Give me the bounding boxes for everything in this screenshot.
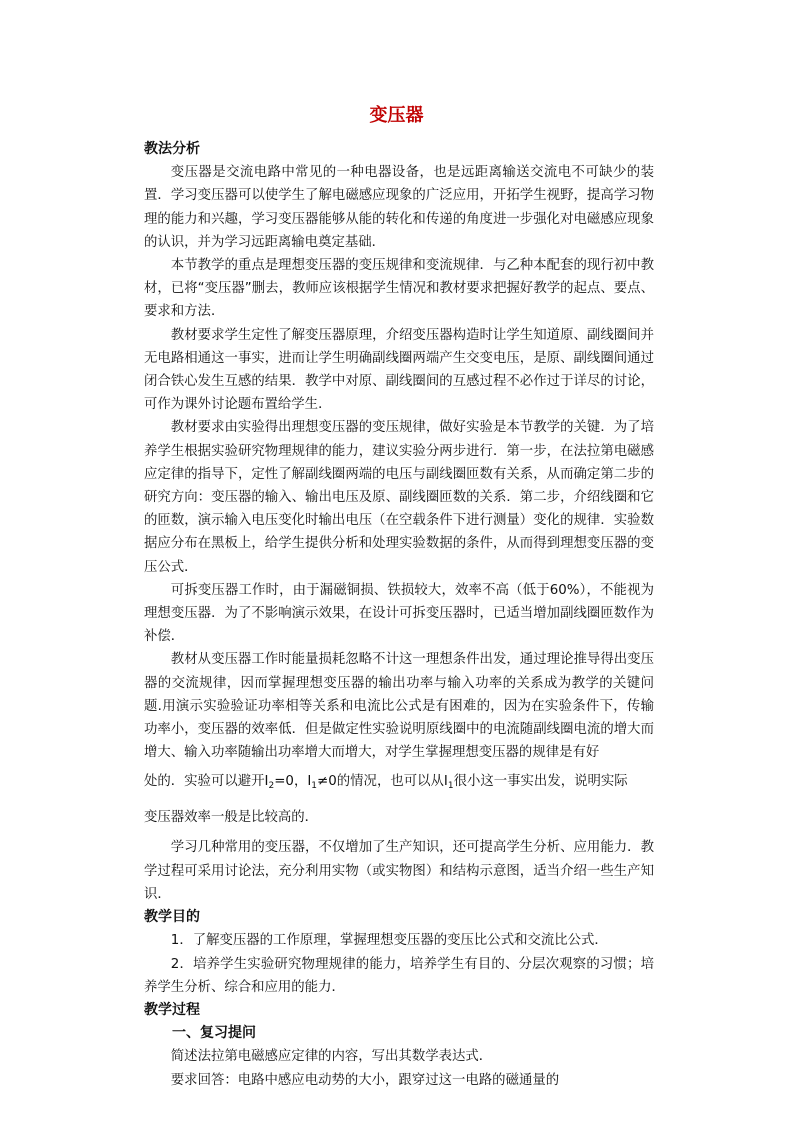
subscript: 1 [447,781,454,792]
paragraph: 要求回答：电路中感应电动势的大小，跟穿过这一电路的磁通量的 [170,1072,560,1088]
text-run: 处的．实验可以避开I [144,774,269,790]
list-item: 2．培养学生实验研究物理规律的能力，培养学生有目的、分层次观察的习惯；培养学生分析、综合和应用的能力． [144,956,654,995]
paragraph: 教材要求学生定性了解变压器原理，介绍变压器构造时让学生知道原、副线圈间并无电路相通这一事实，进而让学生明确副线圈两端产生交变电压，是原、副线圈间通过闭合铁心发生互感的结果．教学中对原、副线圈间的互感过程不必作过于详尽的讨论，可作为课外讨论题布置给学生． [144,327,654,413]
paragraph: 学习几种常用的变压器，不仅增加了生产知识，还可提高学生分析、应用能力．教学过程可采用讨论法，充分利用实物（或实物图）和结构示意图，适当介绍一些生产知识． [144,840,654,902]
paragraph-formula-line [144,764,654,800]
paragraph: 简述法拉第电磁感应定律的内容，写出其数学表达式． [170,1049,493,1065]
paragraph: 教材要求由实验得出理想变压器的变压规律，做好实验是本节教学的关键．为了培养学生根据实验研究物理规律的能力，建议实验分两步进行．第一步，在法拉第电磁感应定律的指导下，定性了解副线圈两端的电压与副线圈匝数有关系，从而确定第二步的研究方向：变压器的输入、输出电压及原、副线圈匝数的关系．第二步，介绍线圈和它的匝数，演示输入电压变化时输出电压（在空载条件下进行测量）变化的规律．实验数据应分布在黑板上，给学生提供分析和处理实验数据的条件，从而得到理想变压器的变压公式． [144,420,654,575]
paragraph: 教材从变压器工作时能量损耗忽略不计这一理想条件出发，通过理论推导得出变压器的交流规律，因而掌握理想变压器的输出功率与输入功率的关系成为教学的关键问题.用演示实验验证功率相等关系和电流比公式是有困难的，因为在实验条件下，传输功率小，变压器的效率低．但是做定性实验说明原线圈中的电流随副线圈电流的增大而增大、输入功率随输出功率增大而增大，对学生掌握理想变压器的规律是有好 [144,652,654,761]
section-heading-analysis: 教法分析 [144,141,200,157]
text-run: 很小这一事实出发，说明实际 [453,774,628,790]
paragraph: 本节教学的重点是理想变压器的变压规律和变流规律．与乙种本配套的现行初中教材，已将“变压器”删去，教师应该根据学生情况和教材要求把握好教学的起点、要点、要求和方法． [144,258,654,320]
text-run: ≠0的情况，也可以从I [317,774,448,790]
page-title: 变压器 [369,105,424,126]
section-heading-process: 教学过程 [144,1001,200,1018]
paragraph: 可拆变压器工作时，由于漏磁铜损、铁损较大，效率不高（低于60%），不能视为理想变压器．为了不影响演示效果，在设计可拆变压器时，已适当增加副线圈匝数作为补偿． [144,582,654,645]
paragraph: 变压器效率一般是比较高的． [144,810,319,826]
section-heading-goals: 教学目的 [144,909,200,926]
paragraph: 变压器是交流电路中常见的一种电器设备，也是远距离输送交流电不可缺少的装置．学习变压器可以使学生了解电磁感应现象的广泛应用，开拓学生视野，提高学习物理的能力和兴趣，学习变压器能够从能的转化和传递的角度进一步强化对电磁感应现象的认识，并为学习远距离输电奠定基础． [144,165,654,250]
list-item: 1．了解变压器的工作原理，掌握理想变压器的变压比公式和交流比公式． [170,933,608,949]
text-run: =0，I [274,774,312,790]
subsection-heading: 一、复习提问 [172,1025,256,1042]
document-body [144,138,654,1092]
subscript: 1 [311,781,318,792]
subscript: 2 [268,781,275,792]
